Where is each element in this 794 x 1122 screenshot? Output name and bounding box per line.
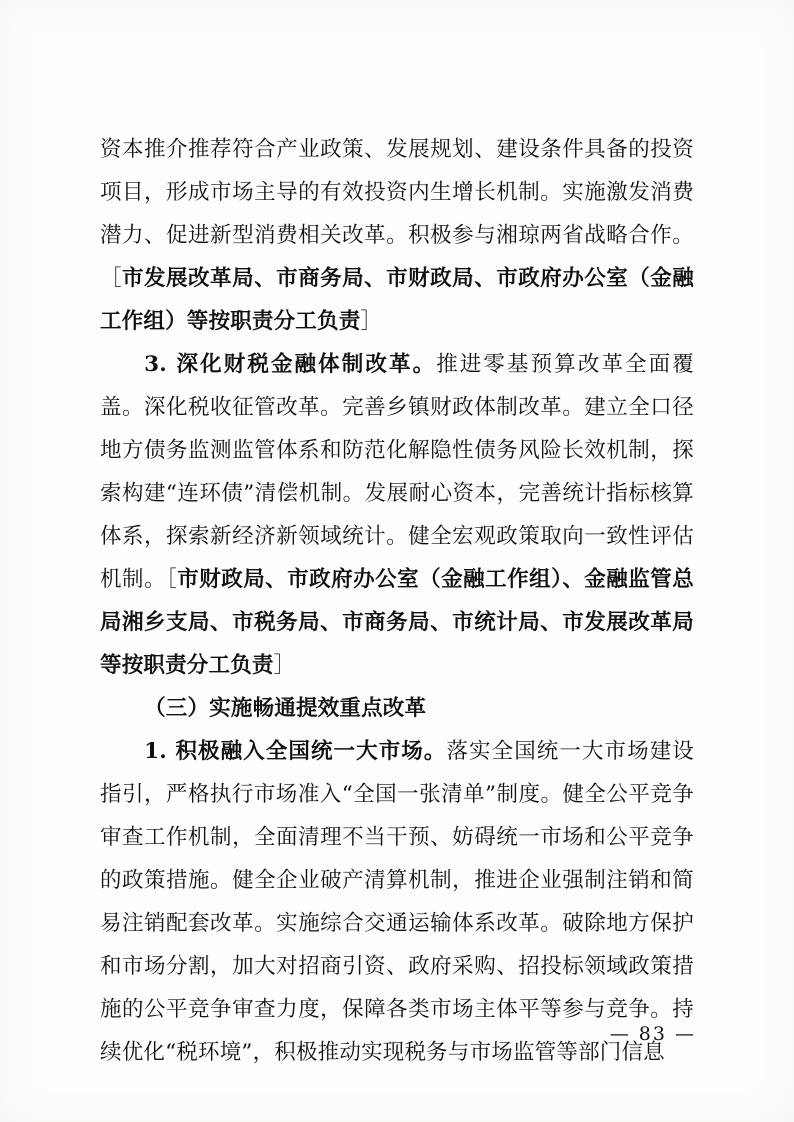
paragraph-4 bbox=[100, 730, 694, 1074]
text-run-bold: 市发展改革局、市商务局、市财政局、市政府办公室（金融工作组）等按职责分工负责 bbox=[100, 266, 695, 334]
paragraph-1 bbox=[100, 128, 694, 343]
text-run: 资本推介推荐符合产业政策、发展规划、建设条件具备的投资项目，形成市场主导的有效投资内生增长机制。实施激发消费潜力、促进新型消费相关改革。积极参与湘琼两省战略合作。［ bbox=[100, 137, 694, 291]
paragraph-2 bbox=[100, 343, 694, 687]
text-run: ］ bbox=[360, 309, 383, 334]
text-run-bold: 市财政局、市政府办公室（金融工作组）、金融监管总局湘乡支局、市税务局、市商务局、市统计局、市发展改革局等按职责分工负责 bbox=[100, 567, 694, 678]
section-heading bbox=[100, 687, 694, 730]
text-run-bold: 1. 积极融入全国统一大市场。 bbox=[144, 739, 447, 764]
text-run: ］ bbox=[273, 653, 296, 678]
text-run-bold: 3. 深化财税金融体制改革。 bbox=[144, 352, 437, 377]
document-body bbox=[100, 128, 694, 1074]
page-content bbox=[100, 128, 694, 1074]
text-run: 落实全国统一大市场建设指引，严格执行市场准入“全国一张清单”制度。健全公平竞争审查工作机制，全面清理不当干预、妨碍统一市场和公平竞争的政策措施。健全企业破产清算机制，推进企业强制注销和简易注销配套改革。实施综合交通运输体系改革。破除地方保护和市场分割，加大对招商引资、政府采购、招投标领域政策措施的公平竞争审查力度，保障各类市场主体平等参与竞争。持续优化“税环境”，积极推动实现税务与市场监管等部门信息 bbox=[100, 739, 694, 1065]
text-run: 推进零基预算改革全面覆盖。深化税收征管改革。完善乡镇财政体制改革。建立全口径地方债务监测监管体系和防范化解隐性债务风险长效机制，探索构建“连环债”清偿机制。发展耐心资本，完善统计指标核算体系，探索新经济新领域统计。健全宏观政策取向一致性评估机制。［ bbox=[100, 352, 694, 592]
section-heading-text: （三）实施畅通提效重点改革 bbox=[144, 696, 427, 721]
page-number: — 83 — bbox=[609, 1023, 696, 1045]
